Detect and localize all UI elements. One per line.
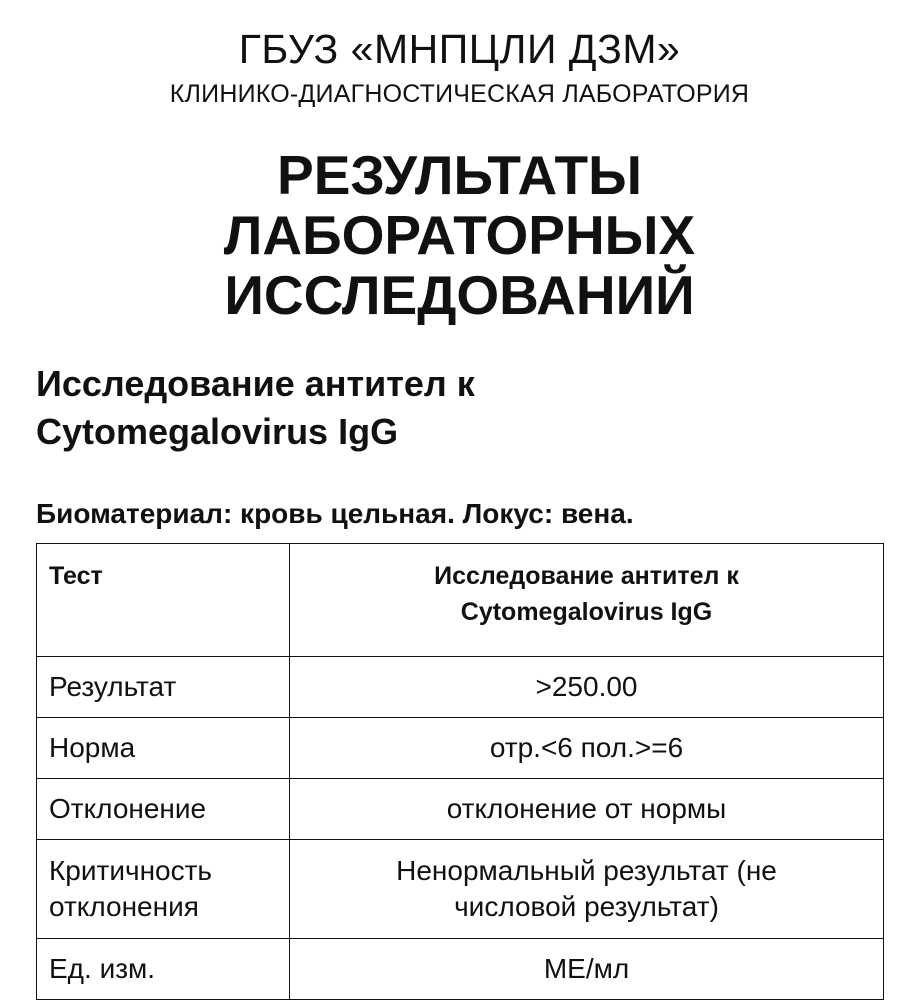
deviation-label: Отклонение: [37, 779, 290, 840]
norm-value: отр.<6 пол.>=6: [290, 718, 884, 779]
table-row-unit: [37, 939, 884, 1000]
results-table: [36, 543, 884, 1000]
page-title-line: ИССЛЕДОВАНИЙ: [224, 264, 695, 326]
deviation-value: отклонение от нормы: [290, 779, 884, 840]
criticality-label-line: отклонения: [49, 891, 199, 922]
study-title-line: Cytomegalovirus IgG: [36, 411, 399, 452]
biomaterial-info: Биоматериал: кровь цельная. Локус: вена.: [36, 498, 634, 529]
page-title-line: ЛАБОРАТОРНЫХ: [223, 204, 696, 266]
page-title-line: РЕЗУЛЬТАТЫ: [277, 144, 642, 206]
table-row-result: [37, 657, 884, 718]
criticality-label-line: Критичность: [49, 855, 213, 886]
page-title: [0, 145, 919, 325]
table-row-norm: [37, 718, 884, 779]
norm-label: Норма: [37, 718, 290, 779]
result-value: >250.00: [290, 657, 884, 718]
table-row-criticality: [37, 840, 884, 939]
table-header-row: [37, 544, 884, 657]
criticality-label: [37, 840, 290, 939]
header-test-name: [290, 544, 884, 657]
criticality-value-line: числовой результат): [454, 891, 719, 922]
study-title-line: Исследование антител к: [36, 363, 475, 404]
study-title: [36, 360, 886, 456]
unit-value: МЕ/мл: [290, 939, 884, 1000]
header-test-name-line: Исследование антител к: [434, 562, 739, 590]
table-row-deviation: [37, 779, 884, 840]
criticality-value: [290, 840, 884, 939]
result-label: Результат: [37, 657, 290, 718]
header-test-label: Тест: [37, 544, 290, 657]
unit-label: Ед. изм.: [37, 939, 290, 1000]
organization-name: ГБУЗ «МНПЦЛИ ДЗМ»: [238, 26, 681, 72]
department-name: КЛИНИКО-ДИАГНОСТИЧЕСКАЯ ЛАБОРАТОРИЯ: [169, 80, 750, 108]
criticality-value-line: Ненормальный результат (не: [396, 855, 777, 886]
header-test-name-line: Cytomegalovirus IgG: [460, 598, 713, 626]
